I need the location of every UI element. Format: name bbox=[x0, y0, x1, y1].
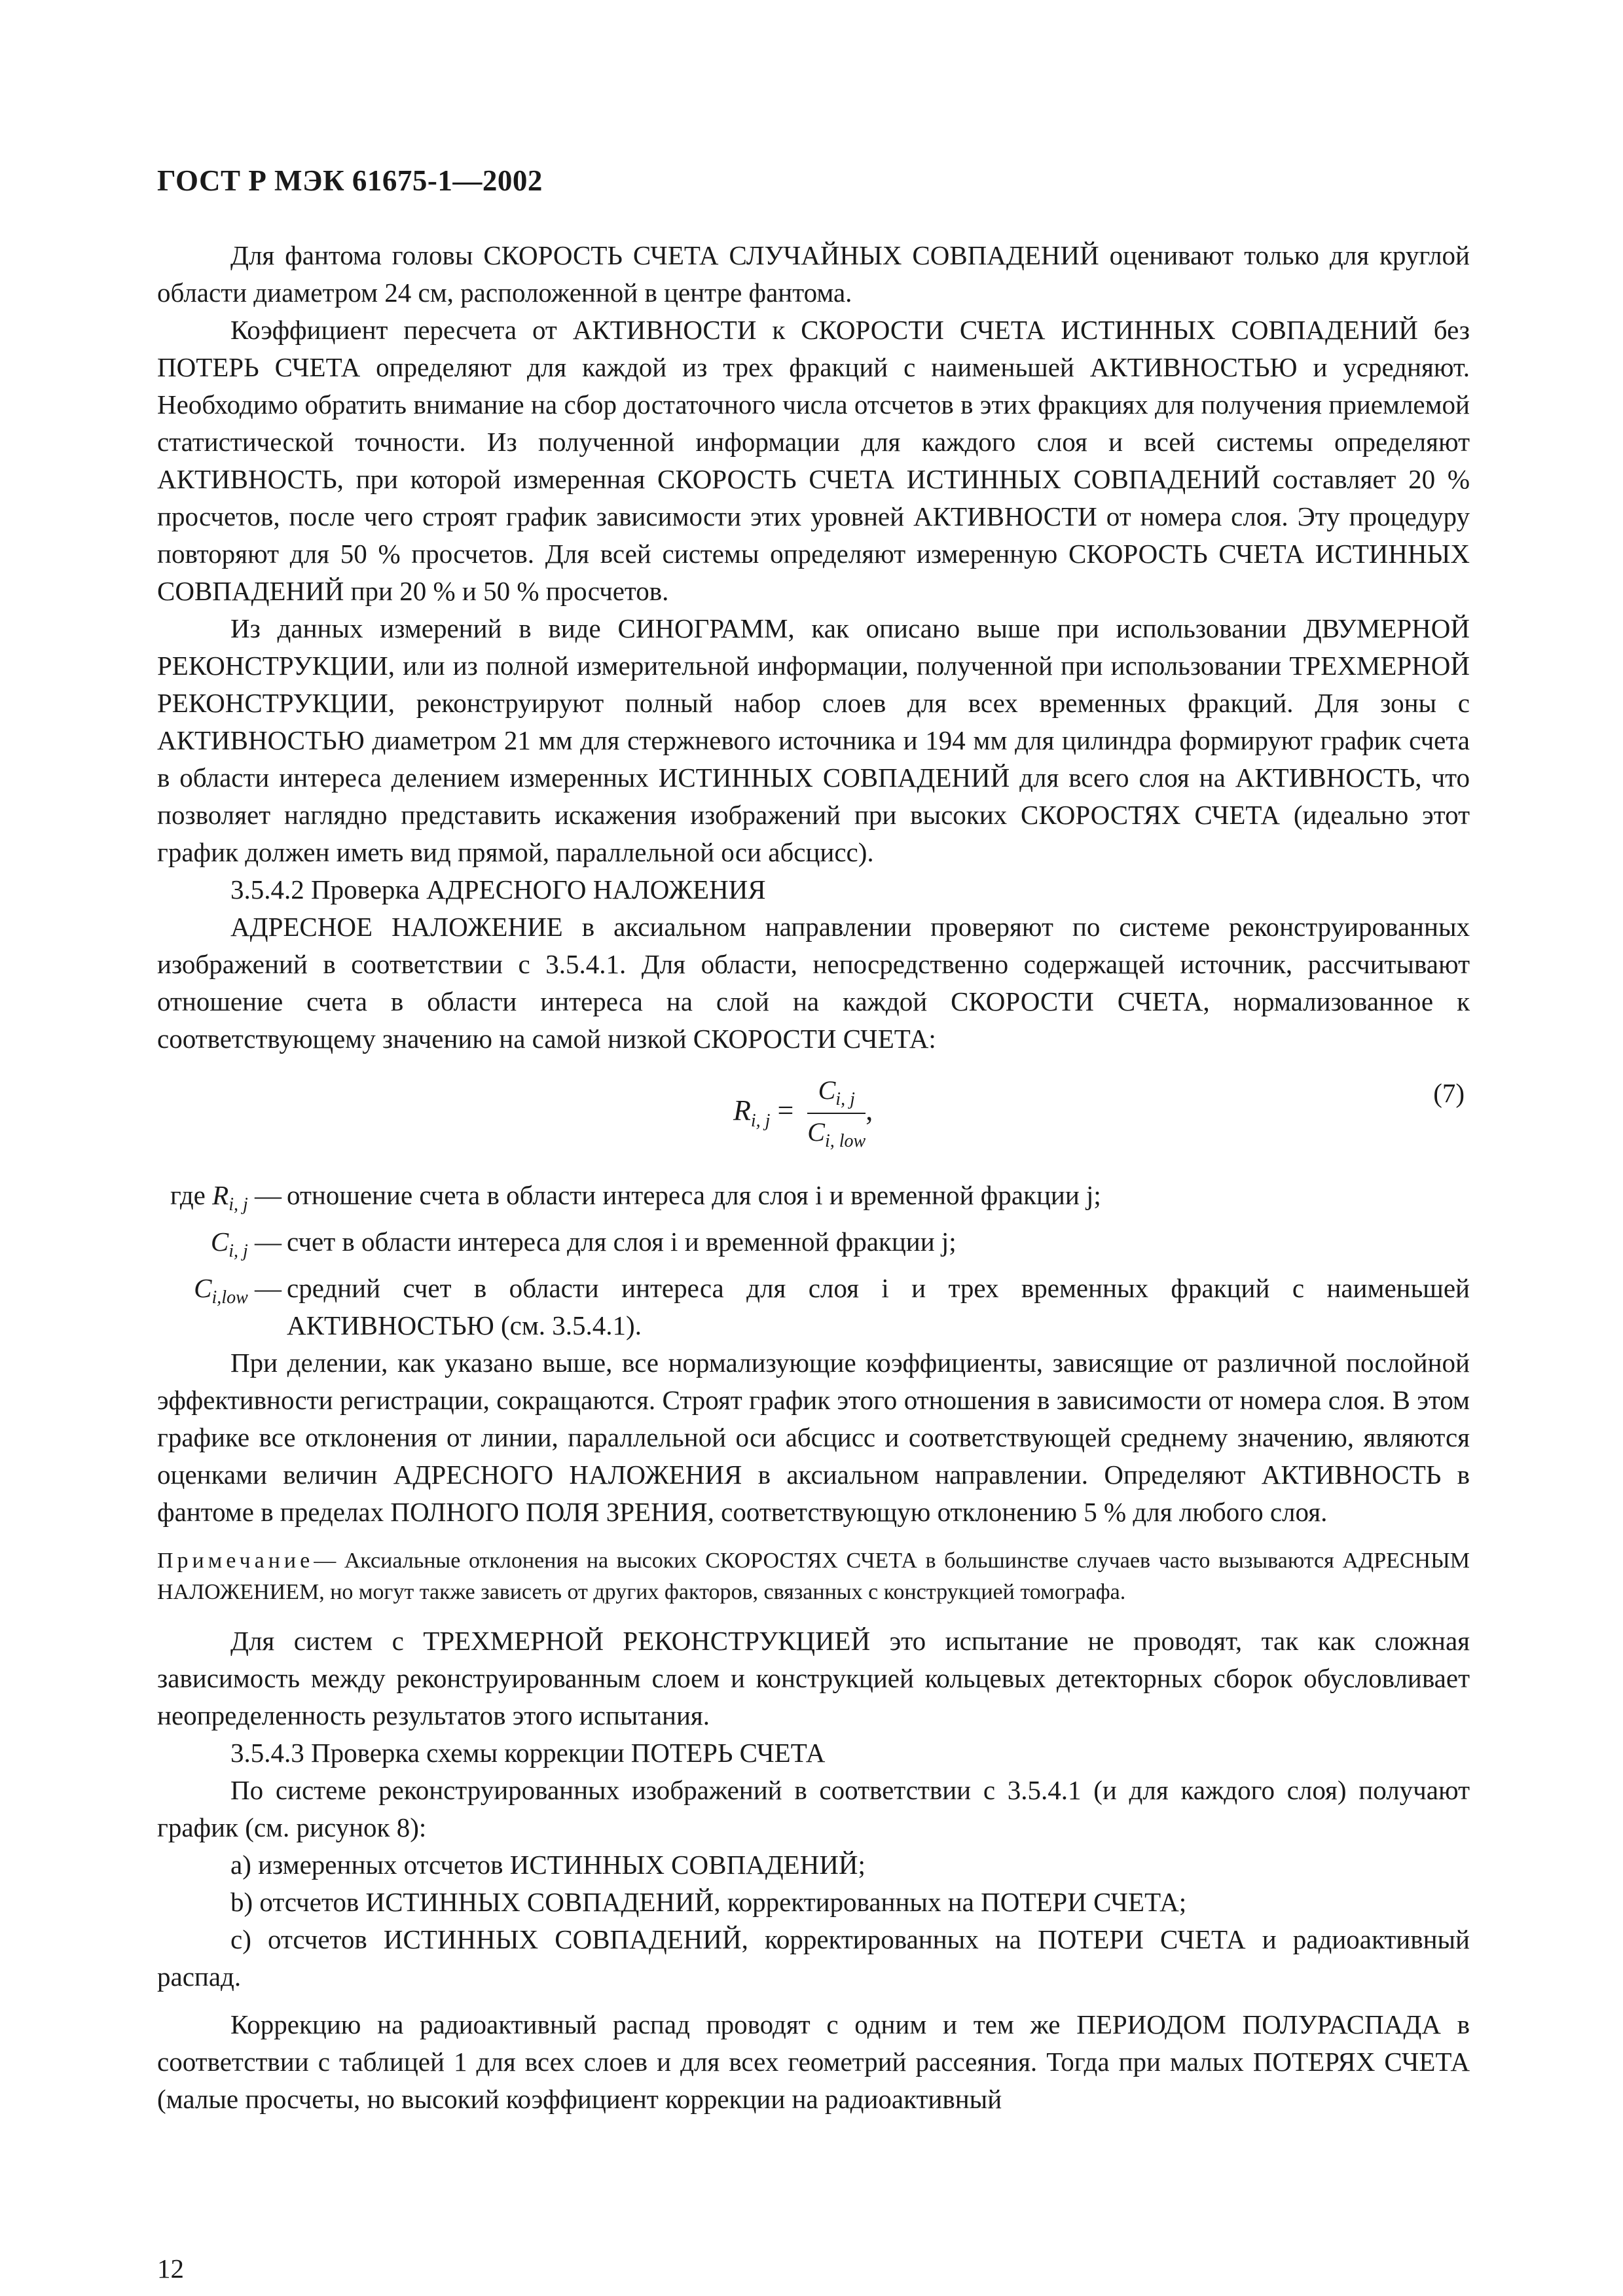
section-heading-3-5-4-2: 3.5.4.2 Проверка АДРЕСНОГО НАЛОЖЕНИЯ bbox=[230, 874, 766, 905]
paragraph-5: При делении, как указано выше, все нормализующие коэффициенты, зависящие от различной послойной эффективности регистрации, сокращаются. Строят график этого отношения в зависимости от номера слоя. В этом графике все отклонения от линии, параллельной оси абсцисс и соответствующей среднему значению, являются оценками величин АДРЕСНОГО НАЛОЖЕНИЯ в аксиальном направлении. Определяют АКТИВНОСТЬ в фантоме в пределах ПОЛНОГО ПОЛЯ ЗРЕНИЯ, соответствующую отклонению 5 % для любого слоя. bbox=[157, 1348, 1470, 1528]
list-item: а) измеренных отсчетов ИСТИННЫХ СОВПАДЕНИЙ; bbox=[230, 1850, 866, 1880]
paragraph-8: Коррекцию на радиоактивный распад проводят с одним и тем же ПЕРИОДОМ ПОЛУРАСПАДА в соответствии с таблицей 1 для всех слоев и для всех геометрий рассеяния. Тогда при малых ПОТЕРЯХ СЧЕТА (малые просчеты, но высокий коэффициент коррекции на радиоактивный bbox=[157, 2009, 1470, 2115]
formula-tail: , bbox=[866, 1094, 873, 1127]
section-heading-3-5-4-3: 3.5.4.3 Проверка схемы коррекции ПОТЕРЬ СЧЕТА bbox=[230, 1738, 826, 1768]
graph-list bbox=[157, 1846, 1470, 1996]
where-text-1: отношение счета в области интереса для слоя i и временной фракции j; bbox=[287, 1180, 1101, 1210]
formula-denominator: $C_{i, low}$ bbox=[807, 1117, 866, 1151]
paragraph-4: АДРЕСНОЕ НАЛОЖЕНИЕ в аксиальном направлении проверяют по системе реконструированных изображений в соответствии с 3.5.4.1. Для области, непосредственно содержащей источник, рассчитывают отношение счета в области интереса на слой на каждой СКОРОСТИ СЧЕТА, нормализованное к соответствующему значению на самой низкой СКОРОСТИ СЧЕТА: bbox=[157, 912, 1470, 1054]
where-row-2: $C_{i, j}$ — счет в области интереса для слоя i и временной фракции j; bbox=[157, 1223, 1470, 1270]
document-page bbox=[157, 164, 1470, 2118]
paragraph-1: Для фантома головы СКОРОСТЬ СЧЕТА СЛУЧАЙНЫХ СОВПАДЕНИЙ оценивают только для круглой области диаметром 24 см, расположенной в центре фантома. bbox=[157, 240, 1470, 308]
where-text-2: счет в области интереса для слоя i и временной фракции j; bbox=[287, 1227, 957, 1257]
page-number: 12 bbox=[157, 2253, 184, 2284]
note-text: — Аксиальные отклонения на высоких СКОРОСТЯХ СЧЕТА в большинстве случаев часто вызываются АДРЕСНЫМ НАЛОЖЕНИЕМ, но могут также зависеть от других факторов, связанных с конструкцией томографа. bbox=[157, 1549, 1470, 1605]
formula-numerator: $C_{i, j}$ bbox=[807, 1075, 866, 1114]
where-intro: где bbox=[170, 1180, 206, 1210]
paragraph-3: Из данных измерений в виде СИНОГРАММ, как описано выше при использовании ДВУМЕРНОЙ РЕКОНСТРУКЦИИ, или из полной измерительной информации, полученной при использовании ТРЕХМЕРНОЙ РЕКОНСТРУКЦИИ, реконструируют полный набор слоев для всех временных фракций. Для зоны с АКТИВНОСТЬЮ диаметром 21 мм для стержневого источника и 194 мм для цилиндра формируют график счета в области интереса делением измеренных ИСТИННЫХ СОВПАДЕНИЙ для всего слоя на АКТИВНОСТЬ, что позволяет наглядно представить искажения изображений при высоких СКОРОСТЯХ СЧЕТА (идеально этот график должен иметь вид прямой, параллельной оси абсцисс). bbox=[157, 613, 1470, 867]
formula-eq: = bbox=[777, 1094, 794, 1127]
list-item: b) отсчетов ИСТИННЫХ СОВПАДЕНИЙ, корректированных на ПОТЕРИ СЧЕТА; bbox=[230, 1887, 1187, 1918]
paragraph-2: Коэффициент пересчета от АКТИВНОСТИ к СКОРОСТИ СЧЕТА ИСТИННЫХ СОВПАДЕНИЙ без ПОТЕРЬ СЧЕТА определяют для каждой из трех фракций с наименьшей АКТИВНОСТЬЮ и усредняют. Необходимо обратить внимание на сбор достаточного числа отсчетов в этих фракциях для получения приемлемой статистической точности. Из полученной информации для каждого слоя и всей системы определяют АКТИВНОСТЬ, при которой измеренная СКОРОСТЬ СЧЕТА ИСТИННЫХ СОВПАДЕНИЙ составляет 20 % просчетов, после чего строят график зависимости этих уровней АКТИВНОСТИ от номера слоя. Эту процедуру повторяют для 50 % просчетов. Для всей системы определяют измеренную СКОРОСТЬ СЧЕТА ИСТИННЫХ СОВПАДЕНИЙ при 20 % и 50 % просчетов. bbox=[157, 315, 1470, 606]
formula-fraction bbox=[807, 1075, 866, 1152]
paragraph-7: По системе реконструированных изображений в соответствии с 3.5.4.1 (и для каждого слоя) получают график (см. рисунок 8): bbox=[157, 1775, 1470, 1843]
note-label: Примечание bbox=[157, 1549, 314, 1573]
paragraph-6: Для систем с ТРЕХМЕРНОЙ РЕКОНСТРУКЦИЕЙ это испытание не проводят, так как сложная зависимость между реконструированным слоем и конструкцией кольцевых детекторных сборок обусловливает неопределенность результатов этого испытания. bbox=[157, 1626, 1470, 1731]
where-block bbox=[157, 1177, 1470, 1344]
where-row-1: где $R_{i, j}$ — отношение счета в области интереса для слоя i и временной фракции j; bbox=[157, 1177, 1470, 1223]
formula-expression bbox=[733, 1075, 873, 1152]
formula-7 bbox=[157, 1063, 1470, 1168]
where-text-3: средний счет в области интереса для слоя i и трех временных фракций с наименьшей АКТИВНОСТЬЮ (см. 3.5.4.1). bbox=[287, 1273, 1470, 1341]
document-header: ГОСТ Р МЭК 61675-1—2002 bbox=[157, 164, 543, 197]
formula-lhs: R bbox=[733, 1094, 751, 1127]
list-item: с) отсчетов ИСТИННЫХ СОВПАДЕНИЙ, корректированных на ПОТЕРИ СЧЕТА и радиоактивный распад. bbox=[157, 1924, 1470, 1992]
formula-number: (7) bbox=[1433, 1078, 1465, 1108]
note bbox=[157, 1545, 1470, 1608]
formula-lhs-sub: i, j bbox=[750, 1110, 771, 1131]
where-row-3: $C_{i,low}$ — средний счет в области интереса для слоя i и трех временных фракций с наименьшей АКТИВНОСТЬЮ (см. 3.5.4.1). bbox=[157, 1270, 1470, 1344]
